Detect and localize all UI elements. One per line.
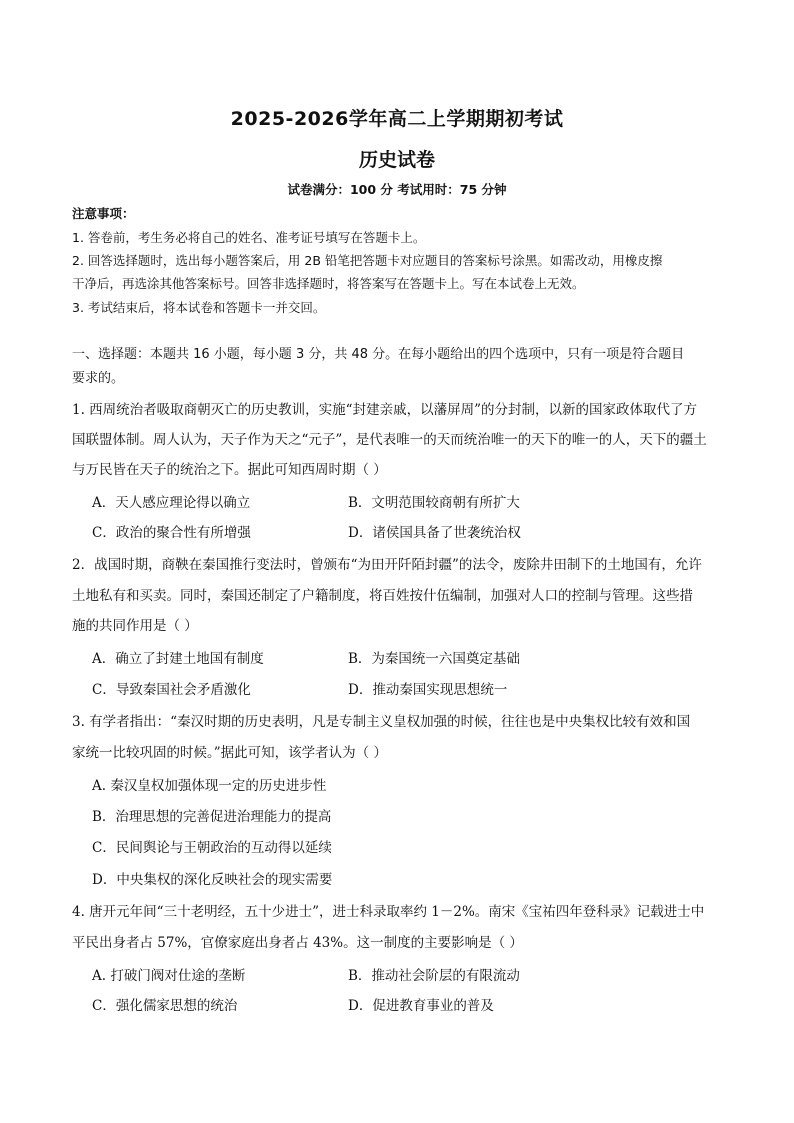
question-1-text: 与万民皆在天子的统治之下。据此可知西周时期（ ） — [72, 462, 387, 478]
question-2-text: 土地私有和买卖。同时，秦国还制定了户籍制度，将百姓按什伍编制，加强对人口的控制与管理。这些措 — [72, 588, 693, 604]
question-4-text: 4. 唐开元年间“三十老明经，五十少进士”，进士科录取率约 1－2%。南宋《宝祐四年登科录》记载进士中 — [72, 904, 705, 920]
question-2-option-b: B．为秦国统一六国奠定基础 — [348, 651, 520, 667]
question-4-option-a: A. 打破门阀对仕途的垄断 — [92, 968, 246, 984]
question-3-option-c: C．民间舆论与王朝政治的互动得以延续 — [92, 840, 332, 856]
question-4-option-c: C．强化儒家思想的统治 — [92, 998, 238, 1014]
note-line: 2. 回答选择题时，选出每小题答案后，用 2B 铅笔把答题卡对应题目的答案标号涂黑。如需改动，用橡皮擦 — [72, 253, 663, 268]
question-2-option-c: C．导致秦国社会矛盾激化 — [92, 682, 251, 698]
section-heading-cont: 要求的。 — [72, 371, 125, 386]
question-2-text: 2．战国时期，商鞅在秦国推行变法时，曾颁布“为田开阡陌封疆”的法令，废除井田制下的土地国有，允许 — [72, 557, 702, 573]
question-2-option-a: A．确立了封建土地国有制度 — [92, 651, 264, 667]
question-1-text: 1. 西周统治者吸取商朝灭亡的历史教训，实施“封建亲戚，以藩屏周”的分封制，以新的国家政体取代了方 — [72, 402, 697, 418]
question-3-option-d: D．中央集权的深化反映社会的现实需要 — [92, 872, 333, 888]
question-1-option-b: B．文明范围较商朝有所扩大 — [348, 495, 520, 511]
section-heading: 一、选择题：本题共 16 小题，每小题 3 分，共 48 分。在每小题给出的四个选项中，只有一项是符合题目 — [72, 347, 685, 362]
question-3-option-a: A. 秦汉皇权加强体现一定的历史进步性 — [92, 778, 327, 794]
question-3-text: 3. 有学者指出：“秦汉时期的历史表明，凡是专制主义皇权加强的时候，往往也是中央集权比较有效和国 — [72, 714, 691, 730]
note-line: 3. 考试结束后，将本试卷和答题卡一并交回。 — [72, 300, 326, 315]
question-4-option-d: D．促进教育事业的普及 — [348, 998, 494, 1014]
question-1-option-a: A．天人感应理论得以确立 — [92, 495, 251, 511]
question-3-option-b: B．治理思想的完善促进治理能力的提高 — [92, 809, 332, 825]
question-1-text: 国联盟体制。周人认为，天子作为天之“元子”，是代表唯一的天而统治唯一的天下的唯一的人，天下的疆土 — [72, 432, 707, 448]
note-line: 干净后，再选涂其他答案标号。回答非选择题时，将答案写在答题卡上。写在本试卷上无效。 — [72, 276, 585, 291]
note-line: 1. 答卷前，考生务必将自己的姓名、准考证号填写在答题卡上。 — [72, 230, 426, 245]
exam-subject: 历史试卷 — [358, 149, 435, 171]
question-3-text: 家统一比较巩固的时候。”据此可知，该学者认为（ ） — [72, 745, 387, 761]
question-2-text: 施的共同作用是（ ） — [72, 618, 198, 634]
notes-heading: 注意事项： — [72, 206, 135, 221]
question-4-option-b: B．推动社会阶层的有限流动 — [348, 968, 520, 984]
question-4-text: 平民出身者占 57%，官僚家庭出身者占 43%。这一制度的主要影响是（ ） — [72, 935, 523, 951]
exam-meta: 试卷满分：100 分 考试用时：75 分钟 — [287, 182, 507, 197]
question-1-option-c: C．政治的聚合性有所增强 — [92, 525, 251, 541]
question-1-option-d: D．诸侯国具备了世袭统治权 — [348, 525, 521, 541]
question-2-option-d: D．推动秦国实现思想统一 — [348, 682, 508, 698]
exam-title: 2025-2026学年高二上学期期初考试 — [230, 108, 564, 130]
